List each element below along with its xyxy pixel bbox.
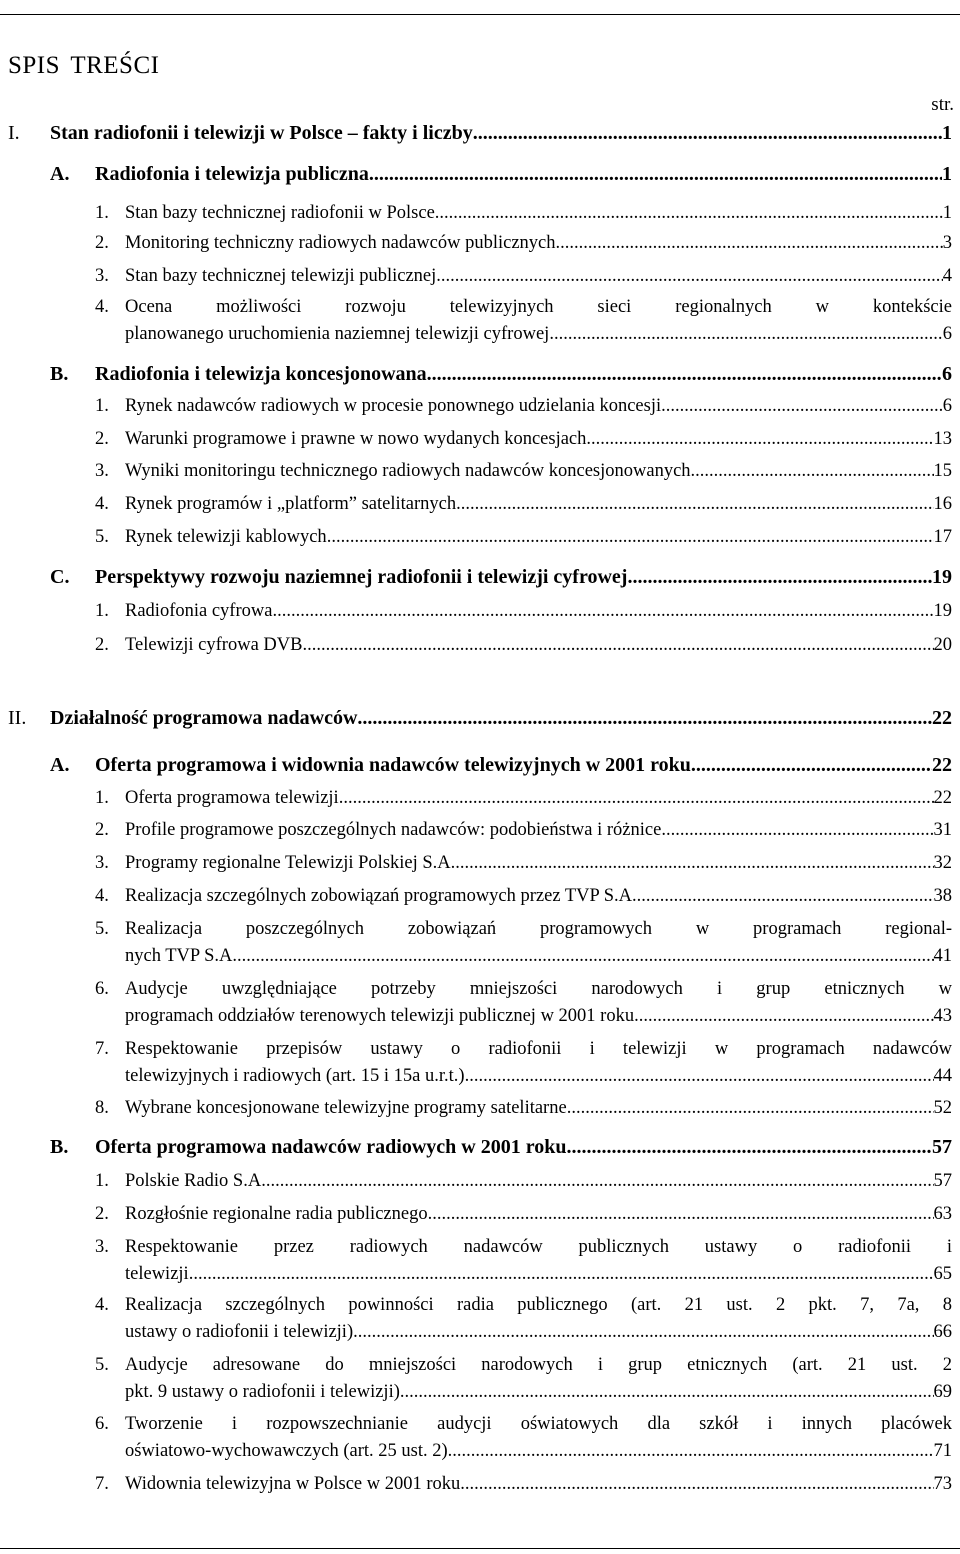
toc-entry-number: II. [8, 707, 27, 729]
toc-page-number: 19 [932, 566, 952, 588]
toc-entry-line [125, 1473, 952, 1495]
toc-entry-number: B. [50, 1136, 69, 1158]
toc-page-number: 57 [933, 1171, 952, 1191]
toc-entry-title [125, 1097, 952, 1119]
toc-entry-text: ustawy o radiofonii i telewizji) [125, 1322, 354, 1342]
toc-entry-number: 4. [95, 886, 109, 906]
toc-page-number: 1 [942, 203, 952, 223]
toc-entry-title [125, 852, 952, 874]
toc-entry-line [125, 1097, 952, 1119]
dot-leader [637, 885, 934, 907]
dot-leader [473, 122, 942, 144]
toc-entry-text: Radiofonia i telewizja publiczna [95, 163, 369, 185]
toc-entry-line [125, 296, 952, 318]
toc-entry-number: B. [50, 363, 69, 385]
dot-leader [400, 1381, 934, 1403]
toc-page-number: 73 [933, 1474, 952, 1494]
dot-leader [661, 395, 943, 417]
toc-entry-line [125, 1381, 952, 1403]
page-title: SPIS TREŚCI [8, 52, 160, 79]
toc-entry-text: Rynek programów i „platform” satelitarnych [125, 494, 457, 514]
toc-entry-title [125, 1294, 952, 1343]
toc-entry-line [125, 265, 952, 287]
toc-entry-title [95, 163, 952, 185]
toc-entry-title [50, 122, 952, 144]
dot-leader [237, 945, 933, 967]
toc-entry-text: Audycje adresowane do mniejszości narodowych i grup etnicznych (art. 21 ust. 2 [125, 1355, 952, 1375]
toc-entry-title [125, 1473, 952, 1495]
toc-entry-number: 7. [95, 1039, 109, 1059]
toc-entry-number: 2. [95, 820, 109, 840]
toc-entry-title [95, 754, 952, 776]
toc-entry-line [125, 852, 952, 874]
dot-leader [272, 600, 933, 622]
toc-entry-number: A. [50, 163, 70, 185]
toc-entry-sub[interactable] [95, 978, 952, 1027]
toc-entry-line [125, 1203, 952, 1225]
dot-leader [266, 1170, 934, 1192]
toc-entry-line [125, 1354, 952, 1376]
dot-leader [567, 1097, 934, 1119]
toc-entry-sect[interactable] [50, 163, 952, 185]
toc-entry-text: Działalność programowa nadawców [50, 707, 358, 729]
toc-entry-sub[interactable] [95, 1473, 952, 1495]
toc-entry-text: Rozgłośnie regionalne radia publicznego [125, 1204, 428, 1224]
toc-entry-line [125, 395, 952, 417]
toc-entry-sub[interactable] [95, 819, 952, 841]
page-column-label: str. [931, 94, 954, 115]
dot-leader [435, 202, 943, 224]
toc-page-number: 66 [933, 1322, 952, 1342]
toc-page-number: 31 [933, 820, 952, 840]
toc-entry-text: Tworzenie i rozpowszechnianie audycji oświatowych dla szkół i innych placówek [125, 1414, 952, 1434]
toc-entry-title [95, 1136, 952, 1158]
toc-entry-sub[interactable] [95, 1038, 952, 1087]
toc-entry-line [125, 232, 952, 254]
toc-entry-line [125, 787, 952, 809]
toc-entry-number: 6. [95, 979, 109, 999]
dot-leader [456, 493, 933, 515]
toc-entry-line [125, 978, 952, 1000]
toc-page-number: 57 [932, 1136, 952, 1158]
toc-entry-number: 1. [95, 1171, 109, 1191]
dot-leader [339, 787, 934, 809]
toc-entry-title [95, 566, 952, 588]
dot-leader [566, 1136, 932, 1158]
toc-entry-sub[interactable] [95, 1097, 952, 1119]
dot-leader [357, 707, 932, 729]
toc-entry-title [125, 526, 952, 548]
toc-page-number: 15 [933, 461, 952, 481]
toc-entry-line [125, 428, 952, 450]
toc-entry-sub[interactable] [95, 852, 952, 874]
dot-leader [353, 1321, 933, 1343]
toc-entry-number: 5. [95, 1355, 109, 1375]
toc-entry-sub[interactable] [95, 634, 952, 656]
dot-leader [549, 323, 942, 345]
toc-entry-line [125, 1236, 952, 1258]
toc-entry-line [125, 1005, 952, 1027]
toc-entry-line [95, 754, 952, 776]
toc-entry-number: 3. [95, 1237, 109, 1257]
toc-entry-text: Radiofonia i telewizja koncesjonowana [95, 363, 427, 385]
toc-entry-line [125, 460, 952, 482]
toc-page-number: 4 [942, 266, 952, 286]
toc-entry-title [125, 1354, 952, 1403]
toc-page-number: 13 [933, 429, 952, 449]
toc-page-number: 1 [942, 122, 952, 144]
dot-leader [691, 460, 934, 482]
toc-entry-line [125, 1263, 952, 1285]
toc-page-number: 22 [932, 754, 952, 776]
toc-page-number: 22 [933, 788, 952, 808]
toc-page-number: 16 [933, 494, 952, 514]
toc-entry-title [125, 819, 952, 841]
toc-entry-text: Wybrane koncesjonowane telewizyjne programy satelitarne [125, 1098, 567, 1118]
toc-entry-title [125, 232, 952, 254]
toc-entry-line [95, 1136, 952, 1158]
toc-entry-sub[interactable] [95, 1413, 952, 1462]
toc-entry-sub[interactable] [95, 1236, 952, 1285]
toc-entry-text: nych TVP S.A. [125, 946, 238, 966]
toc-entry-line [125, 323, 952, 345]
toc-entry-text: Programy regionalne Telewizji Polskiej S.A. [125, 853, 456, 873]
toc-entry-sub[interactable] [95, 885, 952, 907]
dot-leader [460, 1473, 933, 1495]
toc-entry-number: 3. [95, 461, 109, 481]
toc-entry-sub[interactable] [95, 202, 952, 224]
toc-page-number: 3 [942, 233, 952, 253]
toc-entry-text: Warunki programowe i prawne w nowo wydanych koncesjach [125, 429, 587, 449]
toc-entry-text: Telewizji cyfrowa DVB [125, 635, 303, 655]
toc-entry-sub[interactable] [95, 1354, 952, 1403]
toc-page-number: 44 [933, 1066, 952, 1086]
toc-entry-sub[interactable] [95, 918, 952, 967]
toc-entry-line [95, 566, 952, 588]
toc-page-number: 52 [933, 1098, 952, 1118]
dot-leader [455, 852, 933, 874]
dot-leader [428, 1203, 934, 1225]
toc-entry-sub[interactable] [95, 526, 952, 548]
toc-entry-number: 5. [95, 919, 109, 939]
dot-leader [189, 1263, 934, 1285]
toc-entry-text: Polskie Radio S.A. [125, 1171, 266, 1191]
toc-entry-number: 2. [95, 429, 109, 449]
toc-entry-line [125, 945, 952, 967]
toc-entry-line [50, 122, 952, 144]
toc-entry-sub[interactable] [95, 1170, 952, 1192]
toc-entry-sect[interactable] [50, 1136, 952, 1158]
toc-entry-sect[interactable] [50, 566, 952, 588]
toc-entry-title [125, 493, 952, 515]
toc-entry-text: Respektowanie przez radiowych nadawców publicznych ustawy o radiofonii i [125, 1237, 952, 1257]
toc-entry-part[interactable] [8, 122, 952, 144]
toc-entry-title [125, 460, 952, 482]
toc-entry-text: Stan bazy technicznej radiofonii w Polsce [125, 203, 435, 223]
toc-entry-text: Monitoring techniczny radiowych nadawców publicznych [125, 233, 556, 253]
toc-page-number: 63 [933, 1204, 952, 1224]
toc-entry-line [125, 819, 952, 841]
toc-entry-number: 7. [95, 1474, 109, 1494]
toc-entry-part[interactable] [8, 707, 952, 729]
toc-entry-title [125, 1203, 952, 1225]
toc-entry-title [125, 918, 952, 967]
toc-entry-text: oświatowo-wychowawczych (art. 25 ust. 2). [125, 1441, 453, 1461]
toc-entry-line [125, 1294, 952, 1316]
toc-entry-number: 4. [95, 494, 109, 514]
toc-entry-number: 4. [95, 297, 109, 317]
toc-entry-title [50, 707, 952, 729]
toc-page-number: 17 [933, 527, 952, 547]
toc-entry-text: programach oddziałów terenowych telewizji publicznej w 2001 roku [125, 1006, 635, 1026]
toc-page-number: 69 [933, 1382, 952, 1402]
toc-entry-sect[interactable] [50, 754, 952, 776]
dot-leader [469, 1065, 933, 1087]
toc-entry-number: 8. [95, 1098, 109, 1118]
toc-page-number: 19 [933, 601, 952, 621]
toc-entry-number: 4. [95, 1295, 109, 1315]
toc-entry-line [125, 918, 952, 940]
toc-entry-number: 6. [95, 1414, 109, 1434]
toc-entry-sect[interactable] [50, 363, 952, 385]
toc-entry-line [125, 1065, 952, 1087]
toc-entry-text: Audycje uwzględniające potrzeby mniejszości narodowych i grup etnicznych w [125, 979, 952, 999]
toc-entry-text: Realizacja szczególnych powinności radia publicznego (art. 21 ust. 2 pkt. 7, 7a, 8 [125, 1295, 952, 1315]
toc-entry-number: 2. [95, 233, 109, 253]
toc-page-number: 65 [933, 1264, 952, 1284]
toc-entry-line [50, 707, 952, 729]
toc-page-number: 6 [942, 363, 952, 385]
toc-entry-text: Profile programowe poszczególnych nadawców: podobieństwa i różnice [125, 820, 662, 840]
toc-entry-text: telewizyjnych i radiowych (art. 15 i 15a u.r.t.). [125, 1066, 470, 1086]
dot-leader [556, 232, 943, 254]
toc-entry-text: planowanego uruchomienia naziemnej telewizji cyfrowej [125, 324, 550, 344]
toc-entry-text: Oferta programowa nadawców radiowych w 2001 roku [95, 1136, 567, 1158]
toc-entry-line [125, 1038, 952, 1060]
dot-leader [691, 754, 932, 776]
dot-leader [302, 634, 933, 656]
toc-entry-title [125, 202, 952, 224]
toc-entry-text: Wyniki monitoringu technicznego radiowych nadawców koncesjonowanych [125, 461, 691, 481]
dot-leader [327, 526, 934, 548]
dot-leader [436, 265, 942, 287]
toc-entry-line [125, 634, 952, 656]
toc-entry-text: Realizacja szczególnych zobowiązań programowych przez TVP S.A. [125, 886, 637, 906]
toc-entry-text: Oferta programowa i widownia nadawców telewizyjnych w 2001 roku [95, 754, 691, 776]
toc-entry-number: 2. [95, 635, 109, 655]
toc-entry-number: 1. [95, 203, 109, 223]
toc-entry-number: C. [50, 566, 70, 588]
toc-page-number: 32 [933, 853, 952, 873]
toc-entry-title [95, 363, 952, 385]
toc-entry-line [125, 526, 952, 548]
toc-entry-line [95, 163, 952, 185]
toc-entry-sub[interactable] [95, 1294, 952, 1343]
toc-page-number: 20 [933, 635, 952, 655]
toc-entry-line [95, 363, 952, 385]
toc-entry-number: 3. [95, 853, 109, 873]
bottom-rule [0, 1548, 960, 1549]
toc-entry-sub[interactable] [95, 395, 952, 417]
toc-entry-number: 1. [95, 788, 109, 808]
toc-entry-number: 2. [95, 1204, 109, 1224]
toc-entry-sub[interactable] [95, 428, 952, 450]
toc-entry-title [125, 395, 952, 417]
toc-entry-number: A. [50, 754, 70, 776]
toc-entry-sub[interactable] [95, 600, 952, 622]
top-rule [0, 14, 960, 15]
toc-entry-title [125, 634, 952, 656]
toc-entry-sub[interactable] [95, 1203, 952, 1225]
toc-page-number: 43 [933, 1006, 952, 1026]
toc-entry-title [125, 265, 952, 287]
toc-entry-text: pkt. 9 ustawy o radiofonii i telewizji) [125, 1382, 400, 1402]
toc-entry-number: I. [8, 122, 20, 144]
toc-entry-text: Ocena możliwości rozwoju telewizyjnych sieci regionalnych w kontekście [125, 297, 952, 317]
toc-entry-text: Radiofonia cyfrowa [125, 601, 273, 621]
toc-page-number: 22 [932, 707, 952, 729]
toc-entry-sub[interactable] [95, 493, 952, 515]
toc-page-number: 38 [933, 886, 952, 906]
toc-entry-sub[interactable] [95, 232, 952, 254]
toc-entry-title [125, 885, 952, 907]
toc-entry-title [125, 428, 952, 450]
toc-page-number: 6 [942, 324, 952, 344]
toc-entry-text: Widownia telewizyjna w Polsce w 2001 roku [125, 1474, 461, 1494]
dot-leader [586, 428, 933, 450]
toc-entry-number: 5. [95, 527, 109, 547]
toc-entry-line [125, 1440, 952, 1462]
toc-entry-line [125, 885, 952, 907]
dot-leader [661, 819, 933, 841]
toc-entry-line [125, 600, 952, 622]
toc-entry-text: Realizacja poszczególnych zobowiązań programowych w programach regional- [125, 919, 952, 939]
toc-entry-line [125, 1170, 952, 1192]
toc-page-number: 6 [942, 396, 952, 416]
toc-entry-line [125, 1413, 952, 1435]
toc-entry-sub[interactable] [95, 460, 952, 482]
toc-entry-title [125, 296, 952, 345]
dot-leader [634, 1005, 933, 1027]
toc-entry-text: Stan radiofonii i telewizji w Polsce – fakty i liczby [50, 122, 473, 144]
dot-leader [369, 163, 942, 185]
toc-entry-sub[interactable] [95, 265, 952, 287]
toc-entry-line [125, 202, 952, 224]
toc-entry-line [125, 493, 952, 515]
toc-page-number: 1 [942, 163, 952, 185]
dot-leader [627, 566, 932, 588]
toc-entry-text: Stan bazy technicznej telewizji publicznej [125, 266, 437, 286]
toc-entry-sub[interactable] [95, 787, 952, 809]
toc-entry-number: 3. [95, 266, 109, 286]
toc-entry-title [125, 787, 952, 809]
toc-entry-text: Oferta programowa telewizji [125, 788, 339, 808]
toc-entry-line [125, 1321, 952, 1343]
toc-entry-sub[interactable] [95, 296, 952, 345]
toc-entry-number: 1. [95, 396, 109, 416]
toc-entry-number: 1. [95, 601, 109, 621]
toc-entry-title [125, 978, 952, 1027]
dot-leader [452, 1440, 933, 1462]
toc-entry-text: Perspektywy rozwoju naziemnej radiofonii i telewizji cyfrowej [95, 566, 628, 588]
toc-entry-text: Rynek nadawców radiowych w procesie ponownego udzielania koncesji [125, 396, 662, 416]
toc-entry-title [125, 600, 952, 622]
toc-page-number: 41 [933, 946, 952, 966]
toc-entry-text: Respektowanie przepisów ustawy o radiofonii i telewizji w programach nadawców [125, 1039, 952, 1059]
toc-entry-text: Rynek telewizji kablowych [125, 527, 327, 547]
toc-page-number: 71 [933, 1441, 952, 1461]
toc-entry-title [125, 1038, 952, 1087]
toc-entry-title [125, 1413, 952, 1462]
toc-entry-text: telewizji [125, 1264, 189, 1284]
toc-entry-title [125, 1170, 952, 1192]
toc-entry-title [125, 1236, 952, 1285]
dot-leader [427, 363, 942, 385]
